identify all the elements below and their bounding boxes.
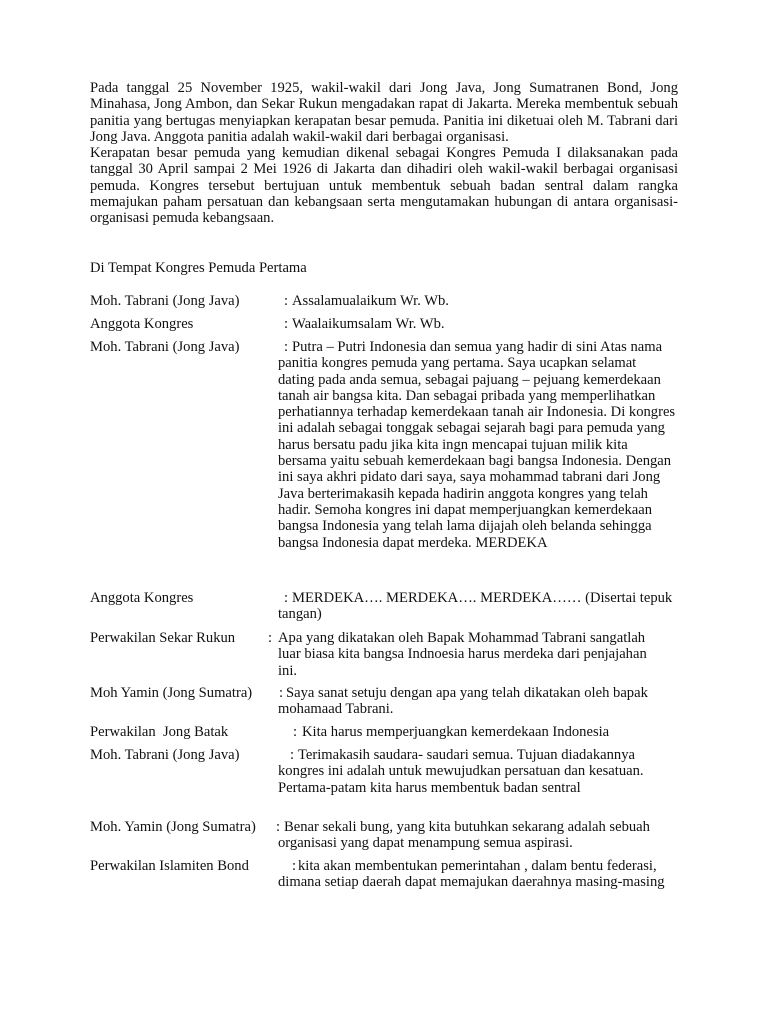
separator-colon: : xyxy=(284,316,289,332)
speaker-name: Perwakilan Islamiten Bond xyxy=(90,858,249,874)
speech-text: Putra – Putri Indonesia dan semua yang hadir di sini Atas nama panitia kongres pemuda yang pertama. Saya ucapkan selamat dating pada anda semua, sebagai pajuang – pejuang kemerdekaan tanah air bangsa kita. Dan sebagai pribada yang memperlihatkan perhatiannya terhadap kemerdekaan tanah air Indonesia. Di kongres ini adalah sebagai tonggak sebagai sejarah bagi para pemuda yang harus bersatu padu jika kita ingn mencapai tujuan milik kita bersama yaitu sebuah kemerdekaan bagi bangsa Indonesia. Dengan ini saya akhri pidato dari saya, saya mohammad tabrani dari Jong Java berterimakasih kepada hadirin anggota kongres yang telah hadir. Semoha kongres ini dapat memperjuangkan kemerdekaan bangsa Indonesia yang telah lama dijajah oleh belanda sehingga bangsa Indonesia dapat merdeka. MERDEKA xyxy=(278,339,676,551)
separator-colon: : xyxy=(284,293,289,309)
separator-colon: : xyxy=(284,590,289,606)
separator-colon: : xyxy=(268,630,273,646)
speech-text: MERDEKA…. MERDEKA…. MERDEKA…… (Disertai tepuk tangan) xyxy=(278,590,673,623)
intro-section xyxy=(90,80,678,227)
speech-text: Benar sekali bung, yang kita butuhkan sekarang adalah sebuah organisasi yang dapat menampung semua aspirasi. xyxy=(278,819,650,852)
speech-text: Terimakasih saudara- saudari semua. Tujuan diadakannya kongres ini adalah untuk mewujudkan persatuan dan kesatuan. Pertama-patam kita harus membentuk badan sentral xyxy=(278,747,644,796)
intro-paragraph-2: Kerapatan besar pemuda yang kemudian dikenal sebagai Kongres Pemuda I dilaksanakan pada tanggal 30 April sampai 2 Mei 1926 di Jakarta dan dihadiri oleh wakil-wakil berbagai organisasi pemuda. Kongres tersebut bertujuan untuk membentuk sebuah badan sentral dalam rangka memajukan paham persatuan dan kebangsaan serta mengutamakan hubungan di antara organisasi-organisasi pemuda kebangsaan. xyxy=(90,145,678,227)
speech-text: kita akan membentukan pemerintahan , dalam bentu federasi, dimana setiap daerah dapat memajukan daerahnya masing-masing xyxy=(278,858,665,891)
speaker-name: Moh. Tabrani (Jong Java) xyxy=(90,747,240,763)
speaker-name: Moh. Tabrani (Jong Java) xyxy=(90,339,240,355)
section-heading: Di Tempat Kongres Pemuda Pertama xyxy=(90,260,307,276)
speaker-name: Moh. Tabrani (Jong Java) xyxy=(90,293,240,309)
separator-colon: : xyxy=(293,724,298,740)
speaker-name: Moh. Yamin (Jong Sumatra) xyxy=(90,819,256,835)
separator-colon: : xyxy=(279,685,284,701)
speech-text: Waalaikumsalam Wr. Wb. xyxy=(292,316,445,332)
separator-colon: : xyxy=(290,747,295,763)
speech-text: Assalamualaikum Wr. Wb. xyxy=(292,293,449,309)
speech-text: Saya sanat setuju dengan apa yang telah dikatakan oleh bapak mohamaad Tabrani. xyxy=(278,685,648,718)
speaker-name: Moh Yamin (Jong Sumatra) xyxy=(90,685,253,701)
speaker-name: Perwakilan Jong Batak xyxy=(90,724,229,740)
separator-colon: : xyxy=(292,858,297,874)
speaker-name: Anggota Kongres xyxy=(90,316,194,332)
separator-colon: : xyxy=(276,819,281,835)
speaker-name: Anggota Kongres xyxy=(90,590,194,606)
speech-text: Kita harus memperjuangkan kemerdekaan Indonesia xyxy=(302,724,610,740)
separator-colon: : xyxy=(284,339,289,355)
intro-paragraph-1: Pada tanggal 25 November 1925, wakil-wakil dari Jong Java, Jong Sumatranen Bond, Jong Minahasa, Jong Ambon, dan Sekar Rukun mengadakan rapat di Jakarta. Mereka membentuk sebuah panitia yang bertugas menyiapkan kerapatan besar pemuda. Panitia ini diketuai oleh M. Tabrani dari Jong Java. Anggota panitia adalah wakil-wakil dari berbagai organisasi. xyxy=(90,80,678,145)
speaker-name: Perwakilan Sekar Rukun xyxy=(90,630,236,646)
speech-text: Apa yang dikatakan oleh Bapak Mohammad Tabrani sangatlah luar biasa kita bangsa Indnoesia harus merdeka dari penjajahan ini. xyxy=(278,630,647,679)
